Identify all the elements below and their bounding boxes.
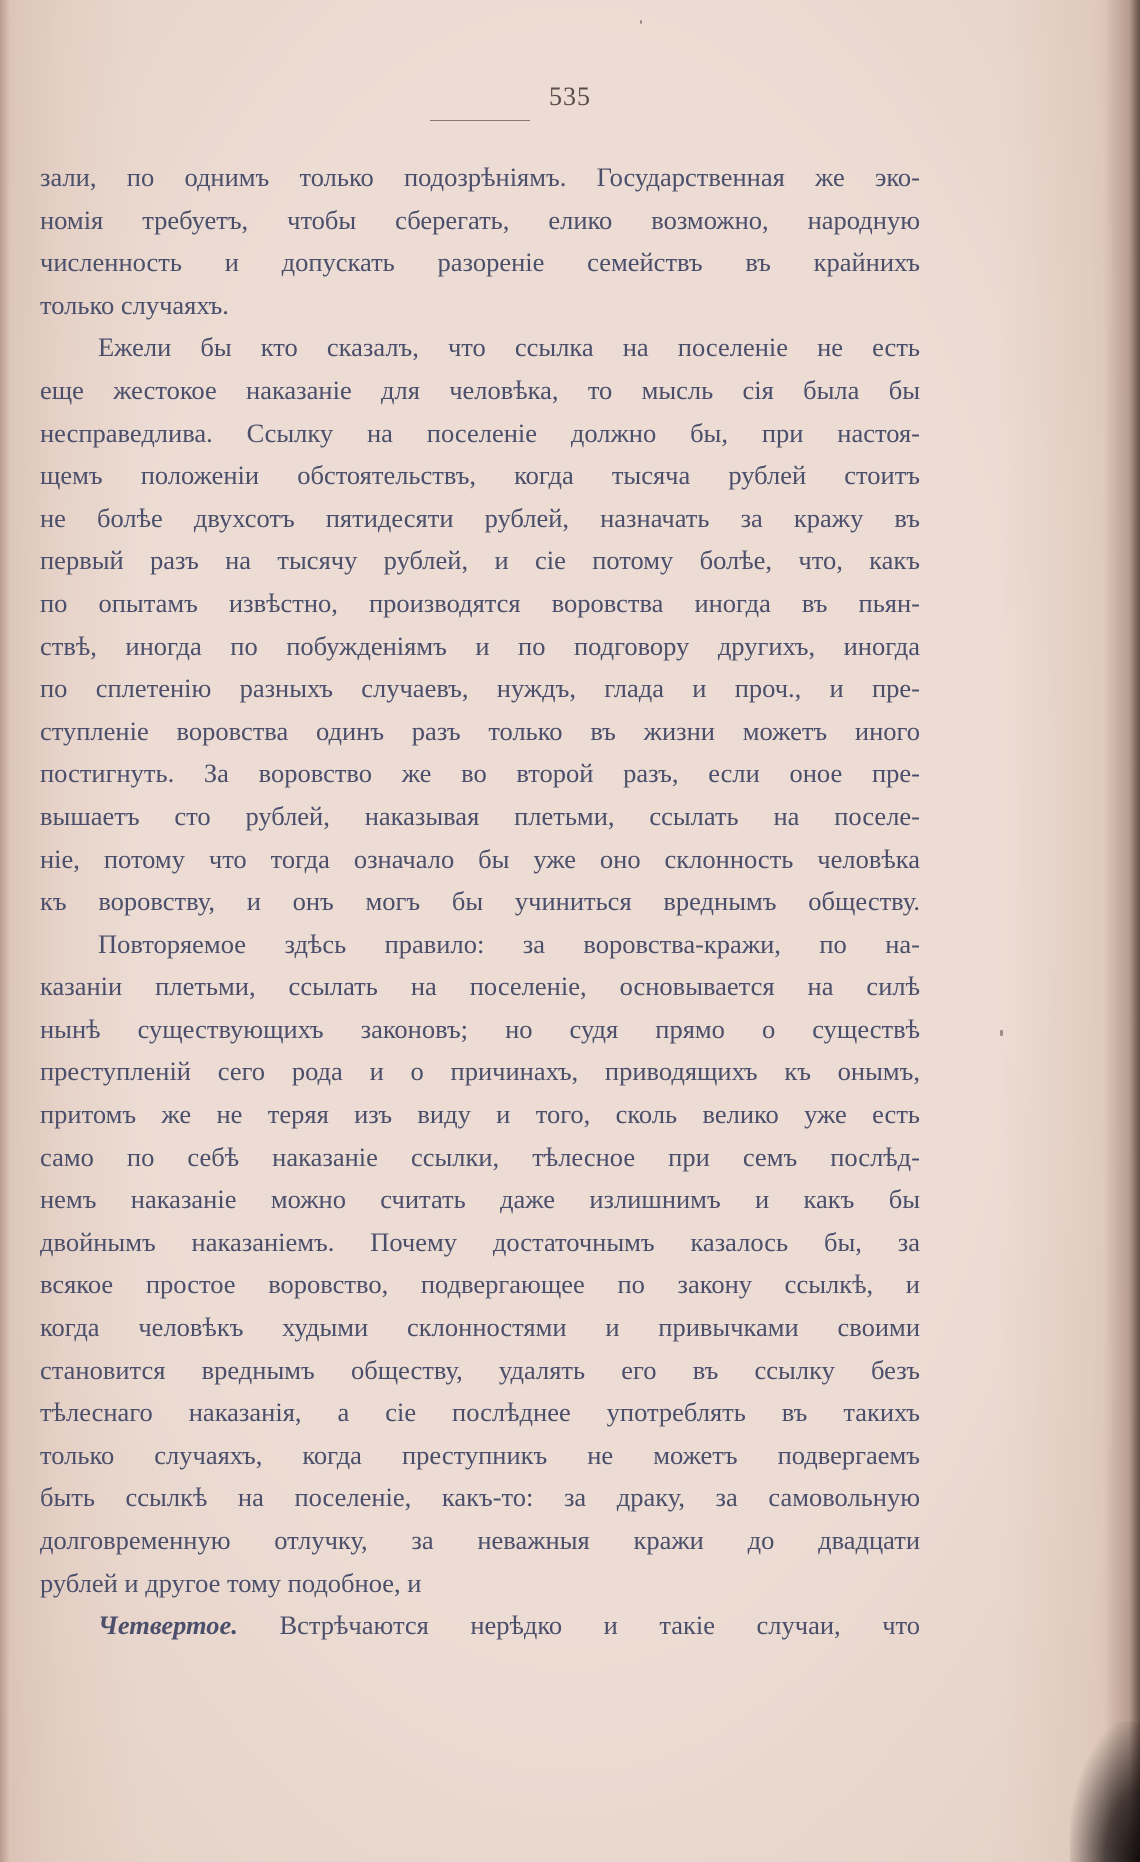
- text-line: щемъ положеніи обстоятельствъ, когда тысяча рублей стоитъ: [40, 460, 920, 491]
- text-line: ствѣ, иногда по побужденіямъ и по подговору другихъ, иногда: [40, 630, 920, 661]
- page-number: 535: [549, 82, 591, 111]
- text-line-section-start: [40, 1604, 920, 1647]
- text-line: къ воровству, и онъ могъ бы учиниться вреднымъ обществу.: [40, 886, 920, 917]
- text-line: само по себѣ наказаніе ссылки, тѣлесное при семъ послѣд-: [40, 1141, 920, 1172]
- text-line: Повторяемое здѣсь правило: за воровства-кражи, по на-: [98, 928, 920, 959]
- ink-speck: [1000, 1030, 1003, 1036]
- text-line: казаніи плетьми, ссылать на поселеніе, основывается на силѣ: [40, 971, 920, 1002]
- text-line: еще жестокое наказаніе для человѣка, то мысль сія была бы: [40, 374, 920, 405]
- text-line: первый разъ на тысячу рублей, и сіе потому болѣе, что, какъ: [40, 545, 920, 576]
- text-line: ніе, потому что тогда означало бы уже оно склонность человѣка: [40, 843, 920, 874]
- text-line: постигнуть. За воровство же во второй разъ, если оное пре-: [40, 758, 920, 789]
- text-line: преступленій сего рода и о причинахъ, приводящихъ къ онымъ,: [40, 1056, 920, 1087]
- text-line: когда человѣкъ худыми склонностями и привычками своими: [40, 1312, 920, 1343]
- page-left-edge-shadow: [0, 0, 10, 1862]
- text-line: не болѣе двухсотъ пятидесяти рублей, назначать за кражу въ: [40, 502, 920, 533]
- text-line: номія требуетъ, чтобы сберегать, елико возможно, народную: [40, 204, 920, 235]
- section-lead-word: Четвертое.: [98, 1610, 238, 1641]
- page-number-rule: [430, 120, 530, 121]
- text-line: только случаяхъ, когда преступникъ не можетъ подвергаемъ: [40, 1439, 920, 1470]
- text-line: зали, по однимъ только подозрѣніямъ. Государственная же эко-: [40, 162, 920, 192]
- text-line: немъ наказаніе можно считать даже излишнимъ и какъ бы: [40, 1184, 920, 1215]
- text-line: численность и допускать разореніе семействъ въ крайнихъ: [40, 247, 920, 278]
- text-line: двойнымъ наказаніемъ. Почему достаточнымъ казалось бы, за: [40, 1226, 920, 1257]
- text-line: несправедлива. Ссылку на поселеніе должно бы, при настоя-: [40, 417, 920, 448]
- page-binding-shadow: [1104, 0, 1140, 1862]
- text-line: становится вреднымъ обществу, удалять его въ ссылку безъ: [40, 1354, 920, 1385]
- text-line: вышаетъ сто рублей, наказывая плетьми, ссылать на поселе-: [40, 800, 920, 831]
- ink-speck: [640, 20, 642, 24]
- text-line: быть ссылкѣ на поселеніе, какъ-то: за драку, за самовольную: [40, 1482, 920, 1513]
- text-line: всякое простое воровство, подвергающее по закону ссылкѣ, и: [40, 1269, 920, 1300]
- text-line: только случаяхъ.: [40, 289, 229, 320]
- text-line: притомъ же не теряя изъ виду и того, сколь велико уже есть: [40, 1099, 920, 1130]
- text-line: Ежели бы кто сказалъ, что ссылка на поселеніе не есть: [98, 332, 920, 363]
- text-line: по сплетенію разныхъ случаевъ, нуждъ, глада и проч., и пре-: [40, 673, 920, 704]
- text-line: ступленіе воровства одинъ разъ только въ жизни можетъ иного: [40, 715, 920, 746]
- section-lead-rest: Встрѣчаются нерѣдко и такіе случаи, что: [279, 1610, 920, 1641]
- text-line: долговременную отлучку, за неважныя кражи до двадцати: [40, 1525, 920, 1555]
- body-text: [40, 156, 920, 1647]
- text-line: нынѣ существующихъ законовъ; но судя прямо о существѣ: [40, 1013, 920, 1044]
- text-line: рублей и другое тому подобное, и: [40, 1567, 422, 1598]
- page-corner-shadow: [1070, 1722, 1140, 1862]
- text-line: по опытамъ извѣстно, производятся воровства иногда въ пьян-: [40, 587, 920, 618]
- text-line: тѣлеснаго наказанія, а сіе послѣднее употреблять въ такихъ: [40, 1397, 920, 1428]
